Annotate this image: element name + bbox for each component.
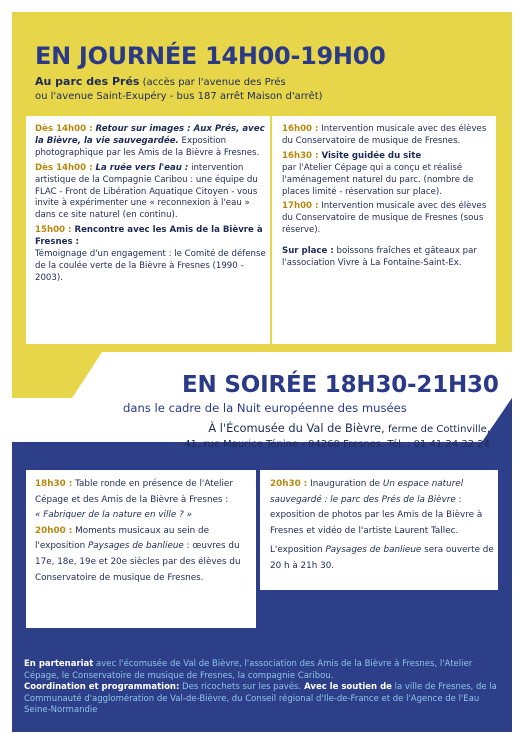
- ecomusee-address: À l'Écomusée du Val de Bièvre, ferme de Cottinville, 41, rue Maurice Ténine - 94260 Fresnes. Tél. : 01 41 24 32 24: [184, 421, 490, 450]
- park-name: Au parc des Prés: [35, 75, 140, 88]
- program-item: L'exposition Paysages de banlieue sera ouverte de 20 h à 21h 30.: [270, 545, 494, 571]
- program-item: Dès 14h00 : Retour sur images : Aux Prés, avec la Bièvre, la vie sauvegardée. Exposition photographique par les Amis de la Bièvre à Fresnes.: [35, 124, 265, 158]
- partners-footer: En partenariat avec l'écomusée de Val de Bièvre, l'association des Amis de la Bièvre à Fresnes, l'Atelier Cépage, le Conservatoire de musique de Fresnes, la compagnie Caribou. Coordination et programmation: Des ricochets sur les pavés. Avec le soutien de la ville de Fresnes, de la Communauté d'agglomération de Val-de-Bièvre, du Conseil régional d'Ile-de-France et de l'Agence de l'Eau Seine-Normandie: [24, 659, 497, 715]
- evening-title: EN SOIRÉE 18H30-21H30: [182, 372, 499, 398]
- program-item: 20h00 : Moments musicaux au sein de l'exposition Paysages de banlieue : œuvres du 17e, 18e, 19e et 20e siècles par des élèves du Conservatoire de musique de Fresnes.: [35, 525, 241, 583]
- daytime-right-program: [282, 124, 492, 273]
- program-item: 15h00 : Rencontre avec les Amis de la Bièvre à Fresnes : Témoignage d'un engagement : le Comité de défense de la coulée verte de la Bièvre à Fresnes (1990 - 2003).: [35, 225, 266, 283]
- daytime-location: Au parc des Prés (accès par l'avenue des Prés ou l'avenue Saint-Exupéry - bus 187 arrêt Maison d'arrêt): [35, 75, 323, 102]
- program-item: 16h00 : Intervention musicale avec des élèves du Conservatoire de musique de Fresnes.: [282, 124, 487, 146]
- evening-right-program: [270, 477, 494, 575]
- daytime-title: EN JOURNÉE 14H00-19H00: [35, 42, 386, 70]
- program-item: 20h30 : Inauguration de Un espace naturel sauvegardé : le parc des Prés de la Bièvre : exposition de photos par les Amis de la Bièvre à Fresnes et vidéo de l'artiste Laurent Tallec.: [270, 479, 483, 536]
- daytime-left-program: [35, 124, 267, 288]
- program-item: Dès 14h00 : La ruée vers l'eau : intervention artistique de la Compagnie Caribou : une équipe du FLAC - Front de Libération Aquatique Citoyen - vous invite à expérimenter une « reconnexion à l'eau » dans ce site naturel (en continu).: [35, 162, 258, 221]
- program-item: 16h30 : Visite guidée du site par l'Atelier Cépage qui a conçu et réalisé l'aménagement naturel du parc. (nombre de places limité - réservation sur place).: [282, 150, 474, 197]
- program-item: 17h00 : Intervention musicale avec des élèves du Conservatoire de musique de Fresnes (sous réserve).: [282, 201, 487, 236]
- program-item: 18h30 : Table ronde en présence de l'Atelier Cépage et des Amis de la Bièvre à Fresnes : « Fabriquer de la nature en ville ? »: [35, 479, 233, 521]
- evening-subtitle: dans le cadre de la Nuit européenne des musées: [123, 401, 407, 415]
- evening-left-program: [35, 477, 255, 586]
- program-item: Sur place : boissons fraîches et gâteaux par l'association Vivre à La Fontaine-Saint-Ex.: [282, 246, 477, 269]
